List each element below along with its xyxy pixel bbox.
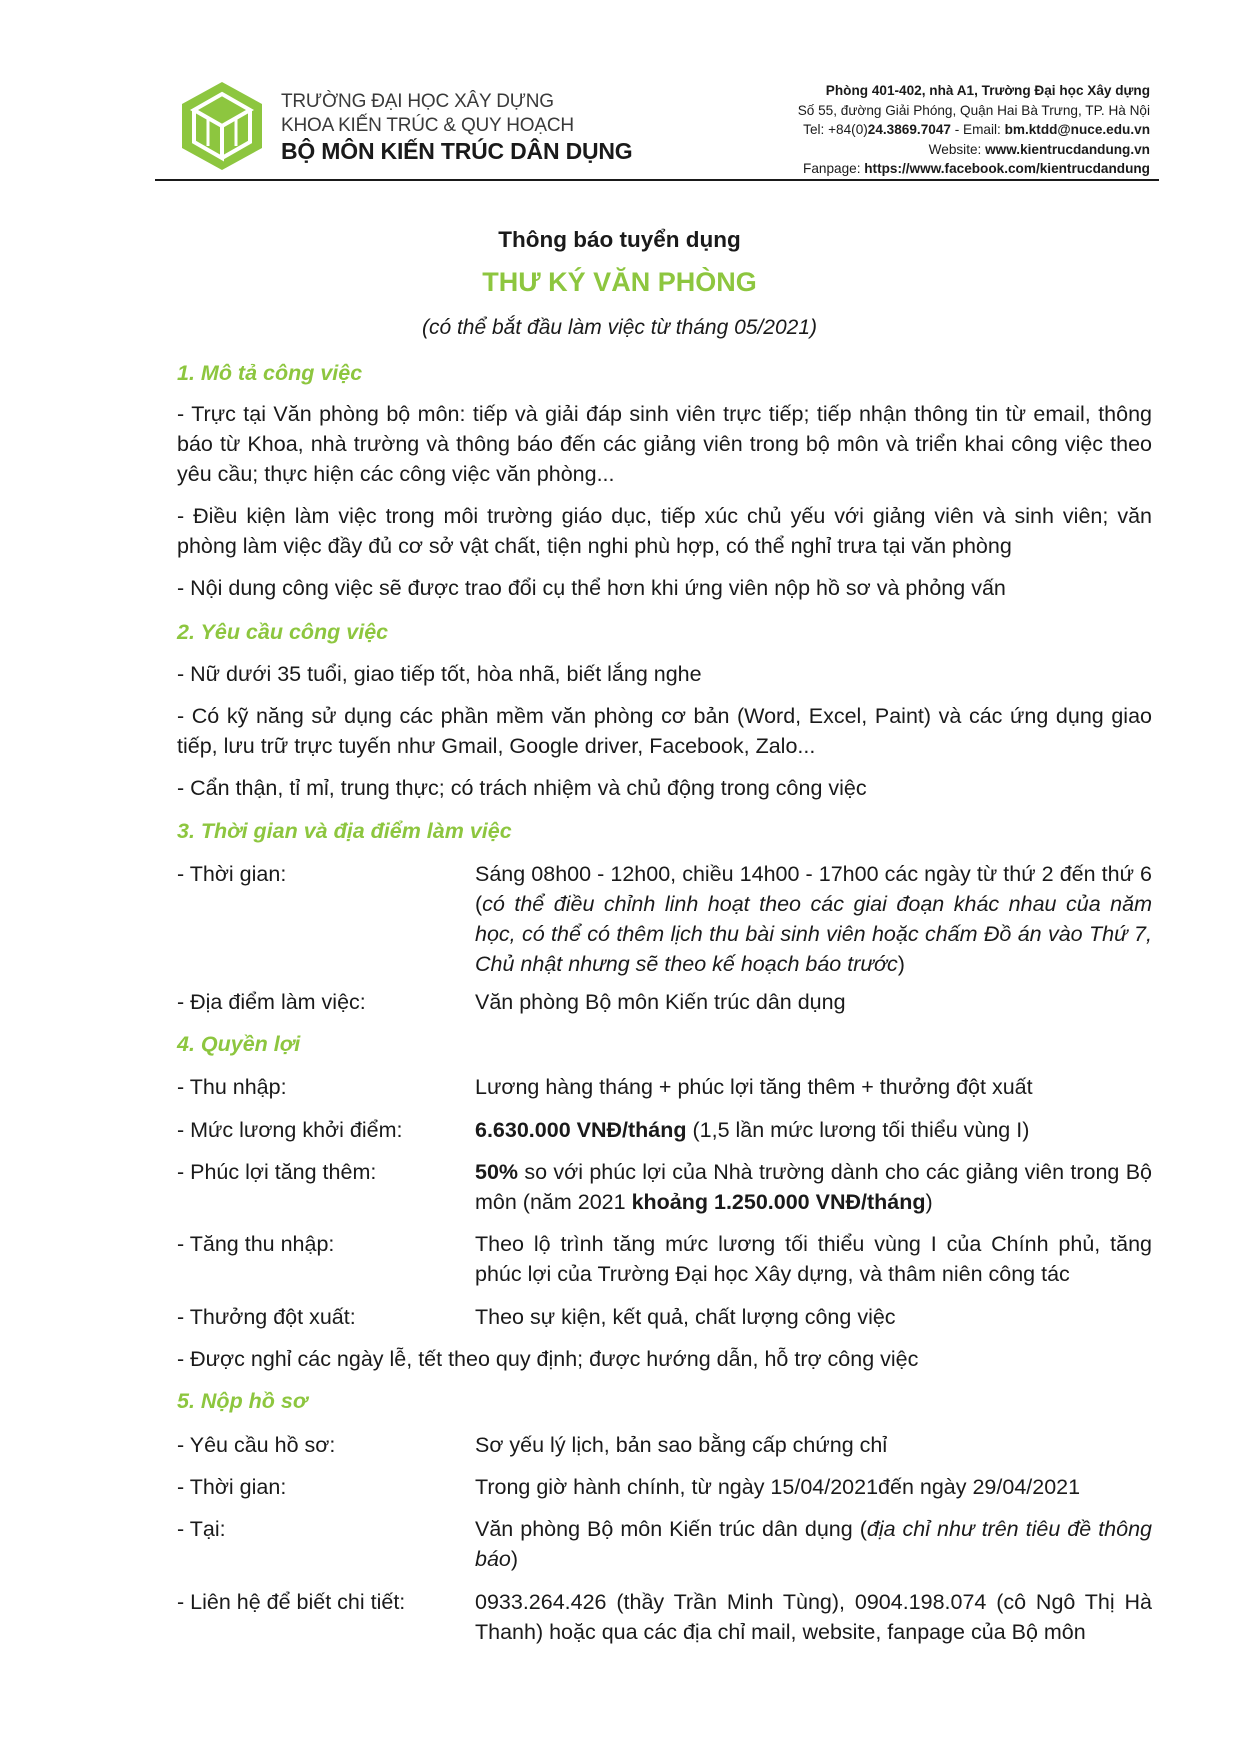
fanpage-link[interactable]: https://www.facebook.com/kientrucdandung xyxy=(864,161,1150,176)
welfare-amount: khoảng 1.250.000 VNĐ/tháng xyxy=(631,1190,926,1214)
income-label: - Thu nhập: xyxy=(177,1075,287,1099)
salary-label: - Mức lương khởi điểm: xyxy=(177,1118,403,1142)
tel-label: Tel: +84(0) xyxy=(803,122,868,137)
work-time-note: có thể điều chỉnh linh hoạt theo các giai đoạn khác nhau của năm học, có thể có thêm lịch thu bài sinh viên hoặc chấm Đồ án vào Thứ 7, Chủ nhật nhưng sẽ theo kế hoạch báo trước xyxy=(475,892,1152,976)
university-name: TRƯỜNG ĐẠI HỌC XÂY DỰNG xyxy=(281,91,554,112)
section-3-heading: 3. Thời gian và địa điểm làm việc xyxy=(177,819,512,843)
tel-email-line xyxy=(798,120,1150,140)
welfare-close: ) xyxy=(925,1190,933,1214)
submission-place-label: - Tại: xyxy=(177,1517,226,1541)
email-label: - Email: xyxy=(950,122,1005,137)
work-place-label: - Địa điểm làm việc: xyxy=(177,990,366,1014)
documents-label: - Yêu cầu hồ sơ: xyxy=(177,1433,336,1457)
section-1-paragraph-1: - Trực tại Văn phòng bộ môn: tiếp và giải đáp sinh viên trực tiếp; tiếp nhận thông tin từ email, thông báo từ Khoa, nhà trường và thông báo đến các giảng viên trong bộ môn và triển khai công việc theo yêu cầu; thực hiện các công việc văn phòng... xyxy=(177,402,1152,486)
welfare-value xyxy=(475,1157,1152,1217)
website-label: Website: xyxy=(928,141,986,157)
section-2-paragraph-3: - Cẩn thận, tỉ mỉ, trung thực; có trách nhiệm và chủ động trong công việc xyxy=(177,776,867,800)
work-time-value xyxy=(475,859,1152,979)
work-time-text: Sáng 08h00 - 12h00, chiều 14h00 - 17h00 các ngày từ thứ 2 đến thứ 6 ( xyxy=(475,862,1152,916)
salary-note: (1,5 lần mức lương tối thiểu vùng I) xyxy=(686,1118,1030,1142)
address-line-1: Phòng 401-402, nhà A1, Trường Đại học Xây dựng xyxy=(825,83,1150,98)
raise-value: Theo lộ trình tăng mức lương tối thiểu vùng I của Chính phủ, tăng phúc lợi của Trường Đại học Xây dựng, và thâm niên công tác xyxy=(475,1232,1152,1286)
fanpage-line xyxy=(798,159,1150,179)
contact-block xyxy=(798,81,1150,179)
documents-value: Sơ yếu lý lịch, bản sao bằng cấp chứng chỉ xyxy=(475,1433,888,1457)
section-1-paragraph-2: - Điều kiện làm việc trong môi trường giáo dục, tiếp xúc chủ yếu với giảng viên và sinh viên; văn phòng làm việc đầy đủ cơ sở vật chất, tiện nghi phù hợp, có thể nghỉ trưa tại văn phòng xyxy=(177,504,1152,558)
school-name-block xyxy=(281,90,633,163)
submission-time-value: Trong giờ hành chính, từ ngày 15/04/2021đến ngày 29/04/2021 xyxy=(475,1475,1081,1499)
submission-time-label: - Thời gian: xyxy=(177,1475,287,1499)
contact-value: 0933.264.426 (thầy Trần Minh Tùng), 0904.198.074 (cô Ngô Thị Hà Thanh) hoặc qua các địa chỉ mail, website, fanpage của Bộ môn xyxy=(475,1590,1152,1644)
website-line xyxy=(798,140,1150,160)
department-logo xyxy=(180,80,264,172)
welfare-label: - Phúc lợi tăng thêm: xyxy=(177,1160,377,1184)
section-2-paragraph-2: - Có kỹ năng sử dụng các phần mềm văn phòng cơ bản (Word, Excel, Paint) và các ứng dụng giao tiếp, lưu trữ trực tuyến như Gmail, Google driver, Facebook, Zalo... xyxy=(177,704,1152,758)
salary-value xyxy=(475,1115,1152,1145)
section-2-paragraph-1: - Nữ dưới 35 tuổi, giao tiếp tốt, hòa nhã, biết lắng nghe xyxy=(177,662,702,686)
header-divider xyxy=(155,179,1159,181)
welfare-text: so với phúc lợi của Nhà trường dành cho các giảng viên trong Bộ môn (năm 2021 xyxy=(475,1160,1152,1214)
submission-place-close: ) xyxy=(510,1547,519,1571)
email-link[interactable]: bm.ktdd@nuce.edu.vn xyxy=(1004,122,1150,137)
job-title: THƯ KÝ VĂN PHÒNG xyxy=(482,267,757,297)
website-link[interactable]: www.kientrucdandung.vn xyxy=(985,141,1150,157)
submission-place-value xyxy=(475,1514,1152,1574)
start-date-note: (có thể bắt đầu làm việc từ tháng 05/2021) xyxy=(421,316,818,339)
contact-label: - Liên hệ để biết chi tiết: xyxy=(177,1590,406,1614)
submission-place-note: địa chỉ như trên tiêu đề thông báo xyxy=(475,1517,1152,1571)
notice-title: Thông báo tuyển dụng xyxy=(498,227,741,252)
submission-place-text: Văn phòng Bộ môn Kiến trúc dân dụng ( xyxy=(475,1517,867,1541)
welfare-percent: 50% xyxy=(475,1160,519,1184)
raise-label: - Tăng thu nhập: xyxy=(177,1232,335,1256)
bonus-value: Theo sự kiện, kết quả, chất lượng công việc xyxy=(475,1305,896,1329)
section-2-heading: 2. Yêu cầu công việc xyxy=(177,620,389,644)
section-1-paragraph-3: - Nội dung công việc sẽ được trao đổi cụ thể hơn khi ứng viên nộp hồ sơ và phỏng vấn xyxy=(177,576,1006,600)
income-value: Lương hàng tháng + phúc lợi tăng thêm + thưởng đột xuất xyxy=(475,1075,1033,1099)
faculty-name: KHOA KIẾN TRÚC & QUY HOẠCH xyxy=(281,115,574,136)
section-4-heading: 4. Quyền lợi xyxy=(177,1032,301,1056)
work-time-close: ) xyxy=(897,952,905,976)
bonus-label: - Thưởng đột xuất: xyxy=(177,1305,356,1329)
salary-amount: 6.630.000 VNĐ/tháng xyxy=(475,1118,687,1142)
fanpage-label: Fanpage: xyxy=(803,161,865,176)
work-place-value: Văn phòng Bộ môn Kiến trúc dân dụng xyxy=(475,990,846,1014)
holiday-paragraph: - Được nghỉ các ngày lễ, tết theo quy định; được hướng dẫn, hỗ trợ công việc xyxy=(177,1347,919,1371)
tel-number: 24.3869.7047 xyxy=(867,122,951,137)
section-1-heading: 1. Mô tả công việc xyxy=(177,361,363,385)
work-time-label: - Thời gian: xyxy=(177,862,287,886)
department-name: BỘ MÔN KIẾN TRÚC DÂN DỤNG xyxy=(281,138,633,164)
address-line-2: Số 55, đường Giải Phóng, Quận Hai Bà Trưng, TP. Hà Nội xyxy=(797,102,1150,118)
section-5-heading: 5. Nộp hồ sơ xyxy=(177,1389,308,1413)
